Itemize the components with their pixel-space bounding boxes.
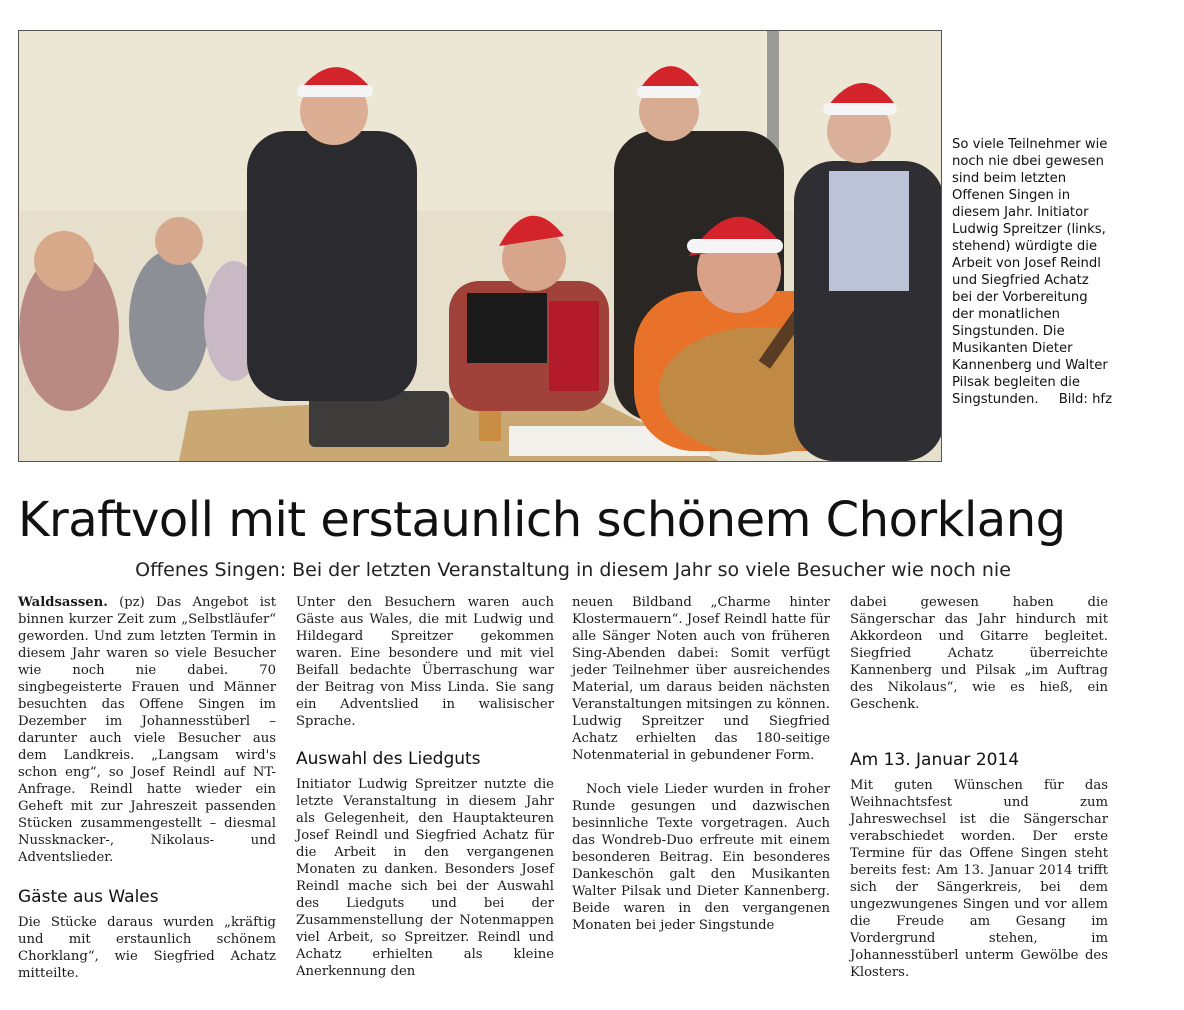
article-column-3 — [572, 594, 830, 934]
dateline: Waldsassen. — [18, 595, 108, 610]
paragraph: Die Stücke daraus wurden „kräftig und mit erstaunlich schönem Chorklang“, wie Siegfried Achatz mitteilte. — [18, 915, 276, 981]
paragraph: Initiator Ludwig Spreitzer nutzte die letzte Veranstaltung in diesem Jahr als Gelegenheit, den Hauptakteuren Josef Reindl und Siegfried Achatz für die Arbeit in den vergangenen Monaten zu danken. Besonders Josef Reindl mache sich bei der Auswahl des Liedguts und bei der Zusammenstellung der Notenmappen viel Arbeit, so Spreitzer. Reindl und Achatz erhielten als kleine Anerkennung den — [296, 777, 554, 979]
lead-paragraph — [18, 594, 276, 866]
subheading-gaeste-aus-wales: Gäste aus Wales — [18, 887, 159, 907]
article-photo — [18, 30, 942, 462]
paragraph: Unter den Besuchern waren auch Gäste aus Wales, die mit Ludwig und Hildegard Spreitzer gekommen waren. Eine besondere und mit viel Beifall bedachte Überraschung war der Beitrag von Miss Linda. Sie sang ein Adventslied in walisischer Sprache. — [296, 595, 554, 729]
article-column-1 — [18, 594, 276, 982]
article-column-2 — [296, 594, 554, 980]
subheadline: Offenes Singen: Bei der letzten Veranstaltung in diesem Jahr so viele Besucher wie noch nie — [135, 559, 1011, 581]
photo-illustration — [19, 31, 941, 461]
subheading-auswahl-des-liedguts: Auswahl des Liedguts — [296, 749, 481, 769]
paragraph: dabei gewesen haben die Sängerschar das Jahr hindurch mit Akkordeon und Gitarre begleitet. Siegfried Achatz überreichte Kannenberg und Pilsak „im Auftrag des Nikolaus“, wie es hieß, ein Geschenk. — [850, 595, 1108, 712]
caption-text: So viele Teilnehmer wie noch nie dbei gewesen sind beim letzten Offenen Singen in diesem Jahr. Initiator Ludwig Spreitzer (links, stehend) würdigte die Arbeit von Josef Reindl und Siegfried Achatz bei der Vorbereitung der monatlichen Singstunden. Die Musikanten Dieter Kannenberg und Walter Pilsak begleiten die Singstunden. — [952, 137, 1108, 407]
lead-text: (pz) Das Angebot ist binnen kurzer Zeit zum „Selbstläufer“ geworden. Und zum letzten Termin in diesem Jahr waren so viele Besucher wie noch nie dabei. 70 singbegeisterte Frauen und Männer besuchten das Offene Singen im Dezember im Johannesstüberl – darunter auch viele Besucher aus dem Landkreis. „Langsam wird's schon eng“, so Josef Reindl auf NT-Anfrage. Reindl hatte wieder ein Geheft mit zur Jahreszeit passenden Stücken zusammengestellt – diesmal Nussknacker-, Nikolaus- und Adventslieder. — [18, 595, 276, 865]
subheading-am-13-januar-2014: Am 13. Januar 2014 — [850, 750, 1020, 770]
paragraph: Mit guten Wünschen für das Weihnachtsfest und zum Jahreswechsel ist die Sängerschar verabschiedet worden. Der erste Termine für das Offene Singen steht bereits fest: Am 13. Januar 2014 trifft sich der Sängerkreis, bei dem ungezwungenes Singen und vor allem die Freude am Gesang im Vordergrund stehen, im Johannesstüberl unterm Gewölbe des Klosters. — [850, 778, 1108, 980]
headline: Kraftvoll mit erstaunlich schönem Chorklang — [18, 492, 1066, 548]
article-column-4 — [850, 594, 1108, 981]
paragraph: Noch viele Lieder wurden in froher Runde gesungen und dazwischen besinnliche Texte vorgetragen. Auch das Wondreb-Duo erfreute mit einem besonderen Beitrag. Ein besonderes Dankeschön galt den Musikanten Walter Pilsak und Dieter Kannenberg. Beide waren in den vergangenen Monaten bei jeder Singstunde — [572, 782, 830, 933]
paragraph: neuen Bildband „Charme hinter Klostermauern“. Josef Reindl hatte für alle Sänger Noten auch von früheren Sing-Abenden dabei: Somit verfügt jeder Teilnehmer über ausreichendes Material, um daraus beiden nächsten Veranstaltungen mitsingen zu können. Ludwig Spreitzer und Siegfried Achatz erhielten das 180-seitige Notenmaterial in gebundener Form. — [572, 595, 830, 763]
photo-caption — [952, 136, 1112, 408]
photo-credit: Bild: hfz — [1058, 392, 1112, 407]
